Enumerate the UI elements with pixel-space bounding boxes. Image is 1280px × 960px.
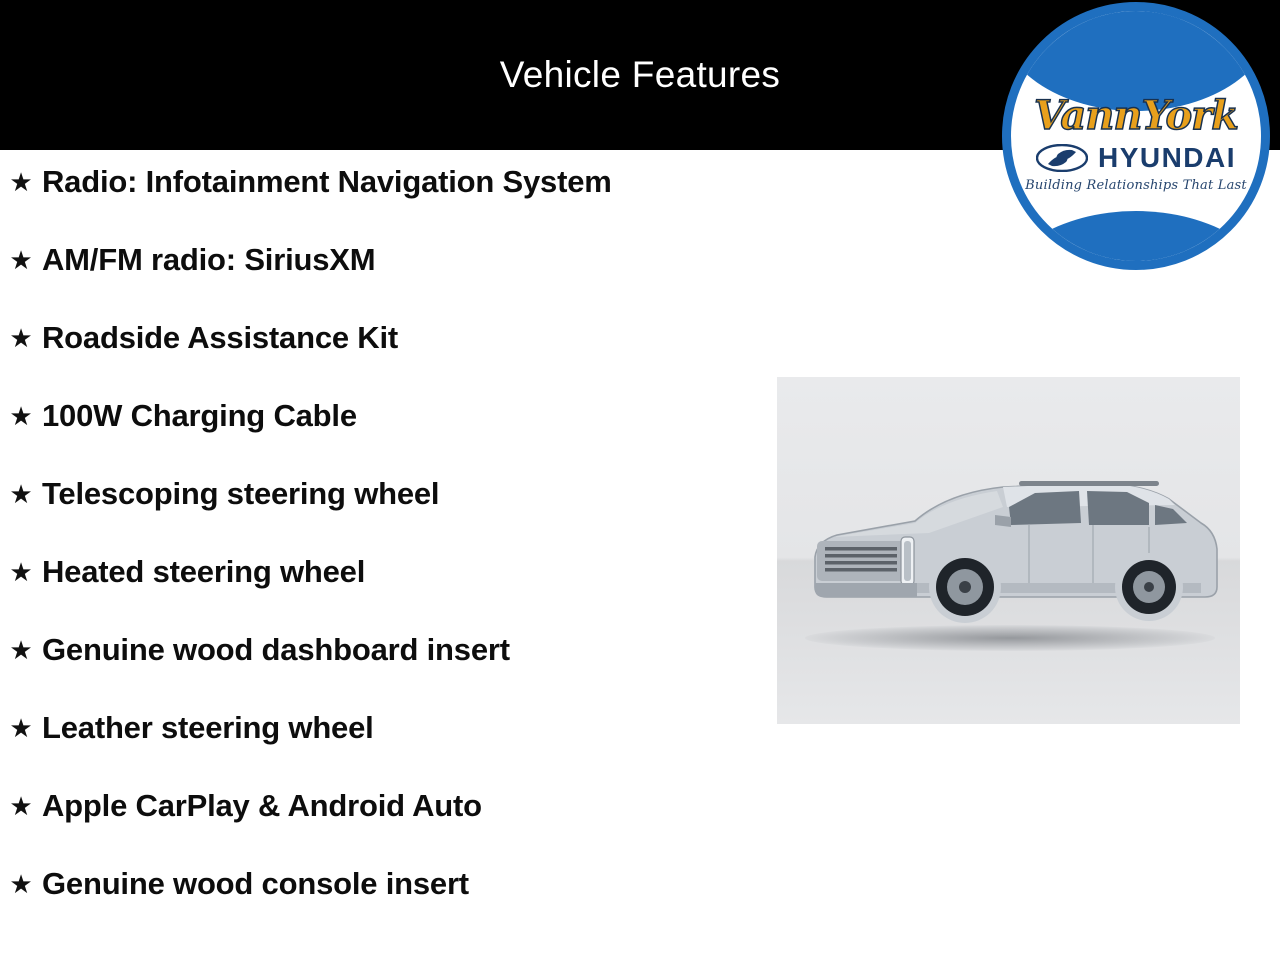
list-item <box>0 628 700 672</box>
list-item <box>0 472 700 516</box>
list-item <box>0 160 700 204</box>
vehicle-photo <box>777 377 1240 724</box>
list-item <box>0 550 700 594</box>
list-item <box>0 238 700 282</box>
star-icon: ★ <box>9 401 33 431</box>
feature-label: Leather steering wheel <box>42 710 374 745</box>
feature-label: Heated steering wheel <box>42 554 366 589</box>
feature-label: AM/FM radio: SiriusXM <box>42 242 376 277</box>
dealer-tagline: Building Relationships That Last <box>1025 177 1247 193</box>
star-icon: ★ <box>9 635 33 665</box>
star-icon: ★ <box>9 713 33 743</box>
dealer-logo-badge <box>1002 2 1270 270</box>
list-item <box>0 316 700 360</box>
star-icon: ★ <box>9 245 33 275</box>
feature-label: Genuine wood console insert <box>42 866 469 901</box>
feature-label: Roadside Assistance Kit <box>42 320 399 355</box>
list-item <box>0 394 700 438</box>
suv-illustration <box>797 437 1227 647</box>
dealer-brand: HYUNDAI <box>1097 141 1237 173</box>
feature-label: Telescoping steering wheel <box>42 476 440 511</box>
star-icon: ★ <box>9 167 33 197</box>
feature-label: Apple CarPlay & Android Auto <box>42 788 482 823</box>
dealer-name: VannYork <box>1034 91 1238 139</box>
list-item <box>0 706 700 750</box>
vehicle-features-list <box>0 160 700 940</box>
list-item <box>0 784 700 828</box>
star-icon: ★ <box>9 557 33 587</box>
feature-label: 100W Charging Cable <box>42 398 357 433</box>
star-icon: ★ <box>9 323 33 353</box>
page-title: Vehicle Features <box>499 54 781 95</box>
list-item <box>0 862 700 906</box>
feature-label: Genuine wood dashboard insert <box>42 632 510 667</box>
hyundai-logo-icon <box>1036 144 1088 172</box>
star-icon: ★ <box>9 869 33 899</box>
star-icon: ★ <box>9 791 33 821</box>
feature-label: Radio: Infotainment Navigation System <box>42 164 612 199</box>
star-icon: ★ <box>9 479 33 509</box>
